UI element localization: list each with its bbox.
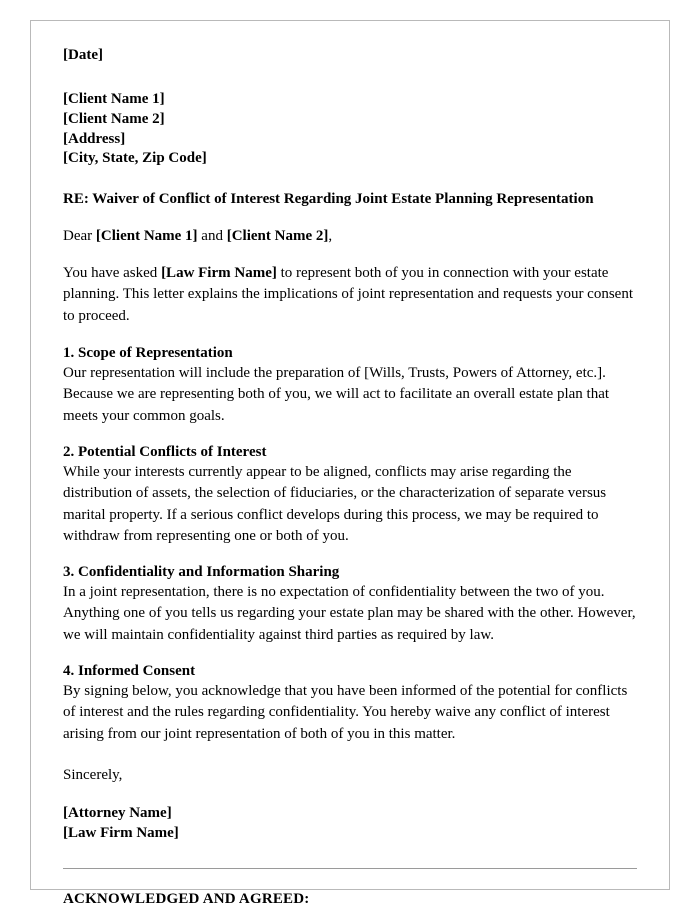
attorney-name: [Attorney Name] (63, 804, 172, 821)
section-heading: 1. Scope of Representation (63, 345, 233, 362)
salutation-client-1: [Client Name 1] (95, 228, 198, 245)
section-body: Our representation will include the preparation of [Wills, Trusts, Powers of Attorney, etc.]. Because we are representing both of you, we will act to facilitate an overall estate plan that meets your common goals. (63, 365, 610, 424)
recipient-line-2: [Client Name 2] (63, 110, 165, 127)
recipient-address-block (63, 90, 637, 169)
salutation (63, 228, 637, 245)
recipient-line-1: [Client Name 1] (63, 91, 165, 107)
acknowledgement-heading: ACKNOWLEDGED AND AGREED: (63, 890, 310, 907)
date-field: [Date] (63, 47, 103, 63)
salutation-suffix: , (328, 228, 333, 245)
section-confidentiality (63, 564, 637, 646)
document-body (31, 21, 669, 908)
section-divider (63, 868, 637, 869)
intro-paragraph (63, 263, 637, 327)
law-firm-name: [Law Firm Name] (63, 824, 179, 841)
section-heading: 3. Confidentiality and Information Sharing (63, 564, 340, 581)
salutation-joiner: and (197, 228, 227, 245)
section-heading: 4. Informed Consent (63, 663, 196, 680)
recipient-line-3: [Address] (63, 130, 126, 147)
signature-block (63, 804, 637, 844)
section-body: By signing below, you acknowledge that you have been informed of the potential for conflicts of interest and the rules regarding confidentiality. You hereby waive any conflict of interest arising from our joint representation of both of you in this matter. (63, 683, 628, 742)
intro-firm-name: [Law Firm Name] (161, 265, 277, 282)
closing-line: Sincerely, (63, 766, 123, 783)
intro-part-1: You have asked (63, 265, 162, 282)
salutation-client-2: [Client Name 2] (226, 228, 329, 245)
salutation-prefix: Dear (63, 228, 96, 245)
section-body: While your interests currently appear to be aligned, conflicts may arise regarding the distribution of assets, the selection of fiduciaries, or the characterization of separate versus marital property. If a serious conflict develops during this process, we may be required to withdraw from representing one or both of you. (63, 463, 607, 544)
section-body: In a joint representation, there is no expectation of confidentiality between the two of you. Anything one of you tells us regarding your estate plan may be shared with the other. However, we will maintain confidentiality against third parties as required by law. (63, 584, 636, 643)
subject-line: RE: Waiver of Conflict of Interest Regarding Joint Estate Planning Representation (63, 191, 594, 208)
section-potential-conflicts (63, 444, 637, 547)
section-heading: 2. Potential Conflicts of Interest (63, 443, 267, 460)
section-scope-of-representation (63, 345, 637, 427)
intro-part-2: to represent both of you in connection with your estate planning. This letter explains the implications of joint representation and requests your consent to proceed. (63, 265, 634, 324)
recipient-line-4: [City, State, Zip Code] (63, 150, 207, 167)
section-informed-consent (63, 663, 637, 745)
document-page (30, 20, 670, 907)
